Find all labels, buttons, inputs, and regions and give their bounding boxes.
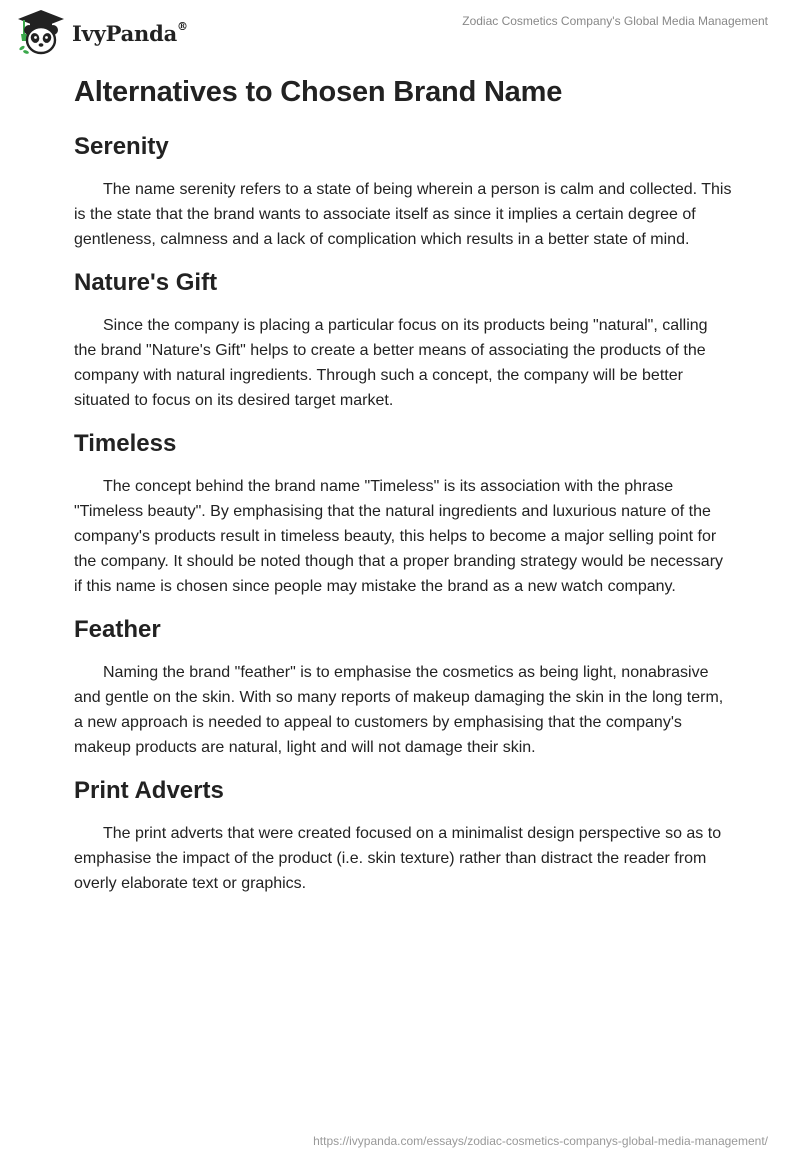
logo-brand-name: IvyPanda	[72, 20, 178, 46]
section-paragraph: The concept behind the brand name "Timeless" is its association with the phrase "Timeless beauty". By emphasising that the natural ingredients and luxurious nature of the company's products result in timeless beauty, this helps to become a major selling point for the company. It should be noted though that a proper branding strategy would be necessary if this name is chosen since people may mistake the brand as a new watch company.	[74, 478, 724, 595]
document-title: Zodiac Cosmetics Company's Global Media Management	[462, 14, 768, 28]
article-body	[74, 72, 734, 910]
panda-graduation-cap-icon	[16, 8, 66, 56]
section-heading: Nature's Gift	[74, 269, 218, 296]
page-title: Alternatives to Chosen Brand Name	[74, 76, 563, 108]
section-paragraph: Naming the brand "feather" is to emphasise the cosmetics as being light, nonabrasive and gentle on the skin. With so many reports of makeup damaging the skin in the long term, a new approach is needed to appeal to customers by emphasising that the company's makeup products are natural, light and will not damage their skin.	[74, 664, 724, 756]
section-heading: Feather	[74, 616, 161, 643]
logo-wordmark	[72, 21, 188, 46]
source-url-link[interactable]: https://ivypanda.com/essays/zodiac-cosmetics-companys-global-media-management/	[313, 1134, 768, 1148]
section-natures-gift	[74, 266, 734, 413]
section-paragraph: Since the company is placing a particular focus on its products being "natural", calling the brand "Nature's Gift" helps to create a better means of associating the products of the company with natural ingredients. Through such a concept, the company will be better situated to focus on its desired target market.	[74, 317, 708, 409]
registered-mark: ®	[177, 19, 188, 33]
section-heading: Print Adverts	[74, 777, 224, 804]
section-serenity	[74, 130, 734, 252]
section-paragraph: The print adverts that were created focused on a minimalist design perspective so as to emphasise the impact of the product (i.e. skin texture) rather than distract the reader from overly elaborate text or graphics.	[74, 825, 722, 892]
ivypanda-logo[interactable]	[16, 8, 188, 56]
section-feather	[74, 613, 734, 760]
section-paragraph: The name serenity refers to a state of being wherein a person is calm and collected. This is the state that the brand wants to associate itself as since it implies a certain degree of gentleness, calmness and a lack of complication which results in a better state of mind.	[74, 181, 732, 248]
section-timeless	[74, 427, 734, 599]
section-heading: Serenity	[74, 133, 169, 160]
section-print-adverts	[74, 774, 734, 896]
page-header	[0, 0, 800, 60]
section-heading: Timeless	[74, 430, 177, 457]
